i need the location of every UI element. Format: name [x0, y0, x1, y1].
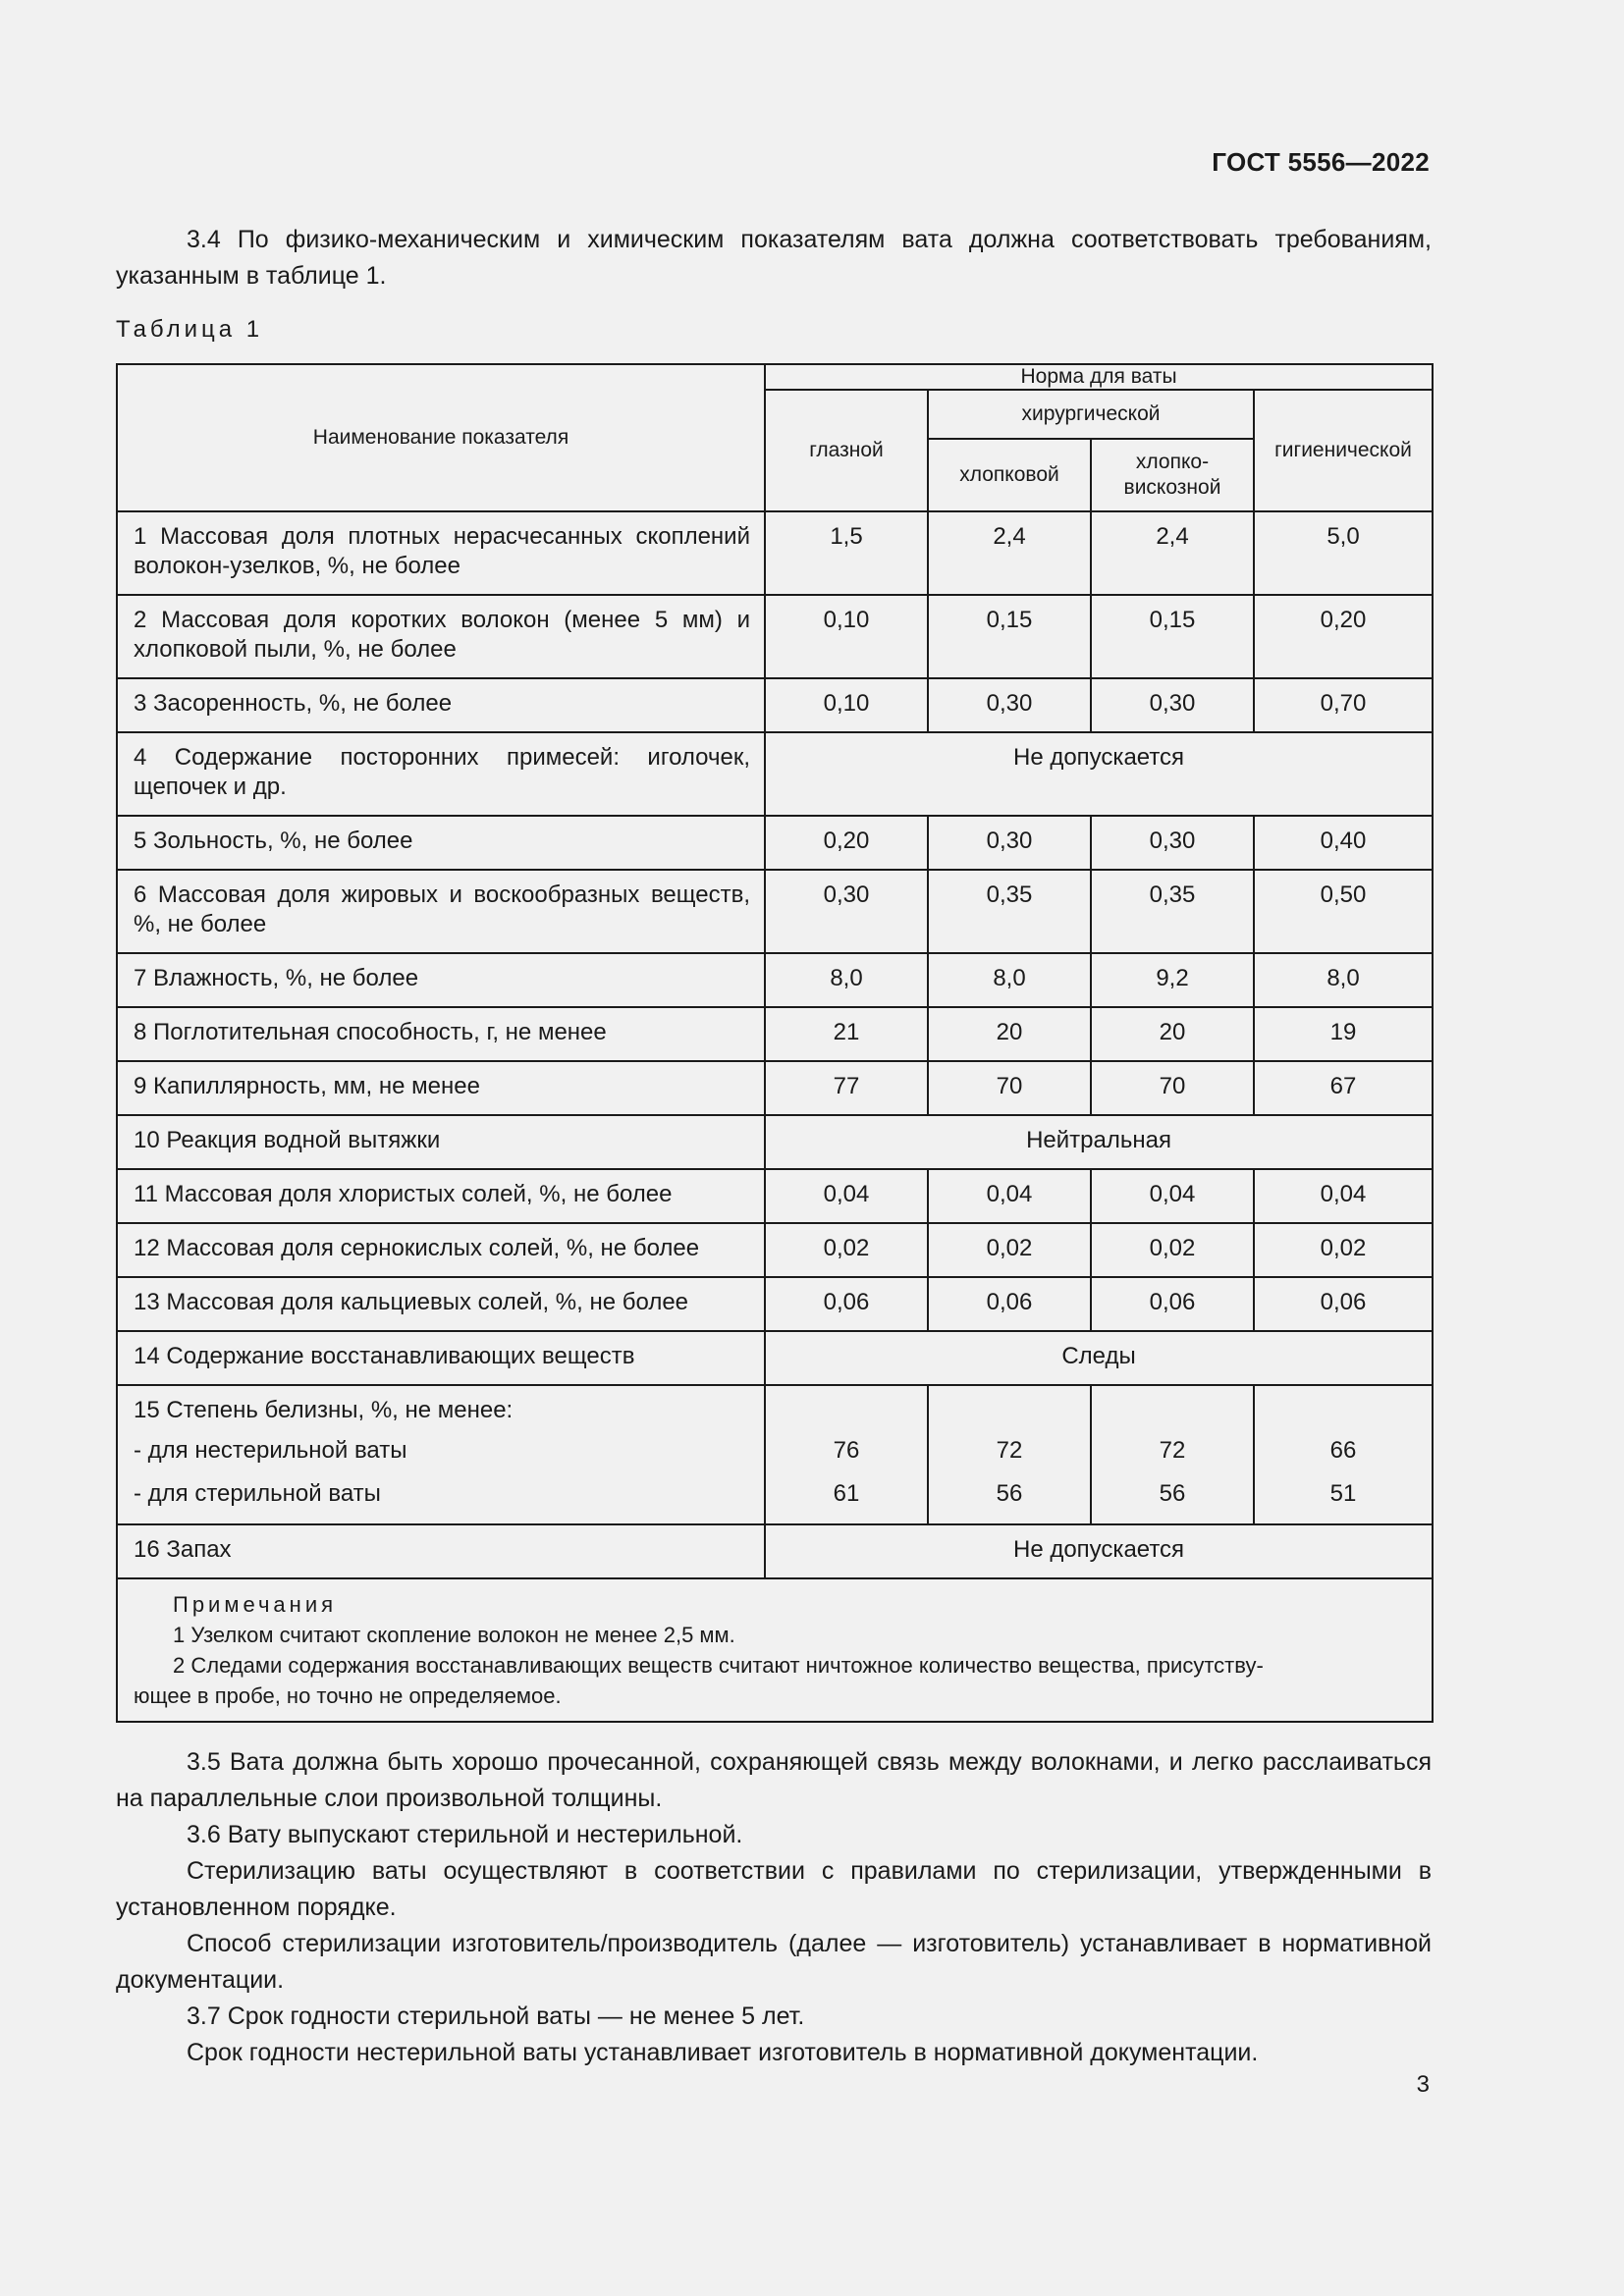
merged-value: Не допускается	[765, 1524, 1433, 1578]
table-row	[117, 1385, 1433, 1524]
whiteness-sterile-value: 56	[1159, 1480, 1186, 1507]
value-cell: 0,06	[765, 1277, 928, 1331]
merged-value: Не допускается	[765, 732, 1433, 816]
indicator-label: 4 Содержание посторонних примесей: иголочек, щепочек и др.	[117, 732, 765, 816]
spacer	[1092, 1396, 1253, 1429]
header-indicator-name: Наименование показателя	[117, 364, 765, 511]
value-cell: 1,5	[765, 511, 928, 595]
header-cotton-viscose-text: хлопко-вискозной	[1123, 451, 1221, 499]
value-cell: 0,06	[1254, 1277, 1433, 1331]
value-cell: 0,04	[928, 1169, 1091, 1223]
table-row	[117, 1169, 1433, 1223]
value-cell: 0,02	[1091, 1223, 1254, 1277]
value-cell: 0,02	[765, 1223, 928, 1277]
value-cell: 0,04	[1254, 1169, 1433, 1223]
header-eye: глазной	[765, 390, 928, 511]
whiteness-value-cell	[765, 1385, 928, 1524]
value-cell: 2,4	[1091, 511, 1254, 595]
value-cell: 0,10	[765, 595, 928, 678]
value-cell: 0,15	[1091, 595, 1254, 678]
table-row	[117, 1007, 1433, 1061]
indicator-label: 7 Влажность, %, не более	[117, 953, 765, 1007]
whiteness-sterile-value: 56	[996, 1480, 1023, 1507]
indicator-label: 1 Массовая доля плотных нерасчесанных скоплений волокон-узелков, %, не более	[117, 511, 765, 595]
whiteness-sterile-value: 61	[833, 1480, 860, 1507]
value-cell: 0,30	[1091, 678, 1254, 732]
value-cell: 0,20	[1254, 595, 1433, 678]
requirements-table	[116, 363, 1434, 1723]
value-cell: 0,06	[1091, 1277, 1254, 1331]
notes-title: Примечания	[173, 1592, 338, 1617]
value-cell: 0,04	[1091, 1169, 1254, 1223]
value-cell: 77	[765, 1061, 928, 1115]
indicator-label: 13 Массовая доля кальциевых солей, %, не более	[117, 1277, 765, 1331]
paragraph-3-7: 3.7 Срок годности стерильной ваты — не менее 5 лет.	[187, 2002, 805, 2030]
table-row	[117, 816, 1433, 870]
table-row	[117, 1115, 1433, 1169]
value-cell: 0,02	[928, 1223, 1091, 1277]
page-number: 3	[1416, 2071, 1430, 2098]
note-1: 1 Узелком считают скопление волокон не менее 2,5 мм.	[173, 1623, 735, 1647]
paragraph-sterilization-method: Способ стерилизации изготовитель/производитель (далее — изготовитель) устанавливает в нормативной документации.	[116, 1930, 1432, 1994]
whiteness-value-cell	[1254, 1385, 1433, 1524]
value-cell: 20	[928, 1007, 1091, 1061]
table-row	[117, 1223, 1433, 1277]
header-hygienic: гигиенической	[1254, 390, 1433, 511]
spacer	[929, 1396, 1090, 1429]
value-cell: 9,2	[1091, 953, 1254, 1007]
table-row	[117, 1277, 1433, 1331]
value-cell: 0,30	[765, 870, 928, 953]
value-cell: 20	[1091, 1007, 1254, 1061]
merged-value: Следы	[765, 1331, 1433, 1385]
value-cell: 5,0	[1254, 511, 1433, 595]
table-row	[117, 732, 1433, 816]
paragraph-shelf-life: Срок годности нестерильной ваты устанавливает изготовитель в нормативной документации.	[187, 2039, 1259, 2066]
table-row	[117, 595, 1433, 678]
indicator-label: 6 Массовая доля жировых и воскообразных веществ, %, не более	[117, 870, 765, 953]
value-cell: 0,40	[1254, 816, 1433, 870]
table-row	[117, 1061, 1433, 1115]
value-cell: 0,20	[765, 816, 928, 870]
value-cell: 2,4	[928, 511, 1091, 595]
indicator-label: 5 Зольность, %, не более	[117, 816, 765, 870]
indicator-label: 11 Массовая доля хлористых солей, %, не более	[117, 1169, 765, 1223]
value-cell: 0,30	[928, 816, 1091, 870]
spacer	[1255, 1396, 1432, 1429]
whiteness-sterile-label: - для стерильной ваты	[134, 1480, 381, 1507]
table-notes	[117, 1578, 1433, 1722]
value-cell: 0,35	[1091, 870, 1254, 953]
value-cell: 0,50	[1254, 870, 1433, 953]
value-cell: 70	[928, 1061, 1091, 1115]
value-cell: 21	[765, 1007, 928, 1061]
whiteness-nonsterile-value: 72	[1159, 1437, 1186, 1464]
table-row	[117, 870, 1433, 953]
whiteness-nonsterile-value: 72	[996, 1437, 1023, 1464]
notes-row	[117, 1578, 1433, 1722]
indicator-label: 12 Массовая доля сернокислых солей, %, не более	[117, 1223, 765, 1277]
value-cell: 0,04	[765, 1169, 928, 1223]
value-cell: 0,30	[1091, 816, 1254, 870]
whiteness-nonsterile-label: - для нестерильной ваты	[134, 1437, 407, 1464]
value-cell: 0,02	[1254, 1223, 1433, 1277]
paragraph-sterilization: Стерилизацию ваты осуществляют в соответствии с правилами по стерилизации, утвержденными в установленном порядке.	[116, 1857, 1432, 1921]
whiteness-nonsterile-value: 76	[833, 1437, 860, 1464]
paragraph-3-5: 3.5 Вата должна быть хорошо прочесанной, сохраняющей связь между волокнами, и легко расслаиваться на параллельные слои произвольной толщины.	[116, 1748, 1432, 1812]
value-cell: 0,35	[928, 870, 1091, 953]
value-cell: 8,0	[928, 953, 1091, 1007]
table-row	[117, 1524, 1433, 1578]
header-cotton: хлопковой	[928, 439, 1091, 511]
value-cell: 19	[1254, 1007, 1433, 1061]
indicator-label: 10 Реакция водной вытяжки	[117, 1115, 765, 1169]
table-row	[117, 511, 1433, 595]
whiteness-sterile-value: 51	[1329, 1480, 1357, 1507]
whiteness-nonsterile-value: 66	[1329, 1437, 1357, 1464]
header-surgical: хирургической	[928, 390, 1254, 439]
indicator-label: 9 Капиллярность, мм, не менее	[117, 1061, 765, 1115]
header-row-1	[117, 364, 1433, 390]
table-caption: Таблица 1	[116, 316, 264, 343]
value-cell: 0,10	[765, 678, 928, 732]
indicator-label: 16 Запах	[117, 1524, 765, 1578]
value-cell: 0,70	[1254, 678, 1433, 732]
indicator-label: 3 Засоренность, %, не более	[117, 678, 765, 732]
value-cell: 0,15	[928, 595, 1091, 678]
spacer	[766, 1396, 927, 1429]
indicator-label	[117, 1385, 765, 1524]
header-cotton-viscose	[1091, 439, 1254, 511]
value-cell: 0,06	[928, 1277, 1091, 1331]
header-norm: Норма для ваты	[765, 364, 1433, 390]
paragraph-3-6: 3.6 Вату выпускают стерильной и нестерильной.	[187, 1821, 743, 1848]
note-2-continuation: ющее в пробе, но точно не определяемое.	[134, 1683, 562, 1708]
value-cell: 8,0	[1254, 953, 1433, 1007]
merged-value: Нейтральная	[765, 1115, 1433, 1169]
value-cell: 67	[1254, 1061, 1433, 1115]
whiteness-value-cell	[1091, 1385, 1254, 1524]
indicator-label: 8 Поглотительная способность, г, не менее	[117, 1007, 765, 1061]
indicator-label: 2 Массовая доля коротких волокон (менее 5 мм) и хлопковой пыли, %, не более	[117, 595, 765, 678]
indicator-label: 14 Содержание восстанавливающих веществ	[117, 1331, 765, 1385]
table-row	[117, 953, 1433, 1007]
table-row	[117, 678, 1433, 732]
note-2: 2 Следами содержания восстанавливающих веществ считают ничтожное количество вещества, присутству-	[173, 1653, 1264, 1678]
table-row	[117, 1331, 1433, 1385]
value-cell: 0,30	[928, 678, 1091, 732]
intro-paragraph: 3.4 По физико-механическим и химическим показателям вата должна соответствовать требованиям, указанным в таблице 1.	[116, 226, 1432, 290]
value-cell: 70	[1091, 1061, 1254, 1115]
whiteness-label: 15 Степень белизны, %, не менее:	[134, 1397, 514, 1423]
value-cell: 8,0	[765, 953, 928, 1007]
document-code: ГОСТ 5556—2022	[1212, 147, 1430, 177]
whiteness-value-cell	[928, 1385, 1091, 1524]
